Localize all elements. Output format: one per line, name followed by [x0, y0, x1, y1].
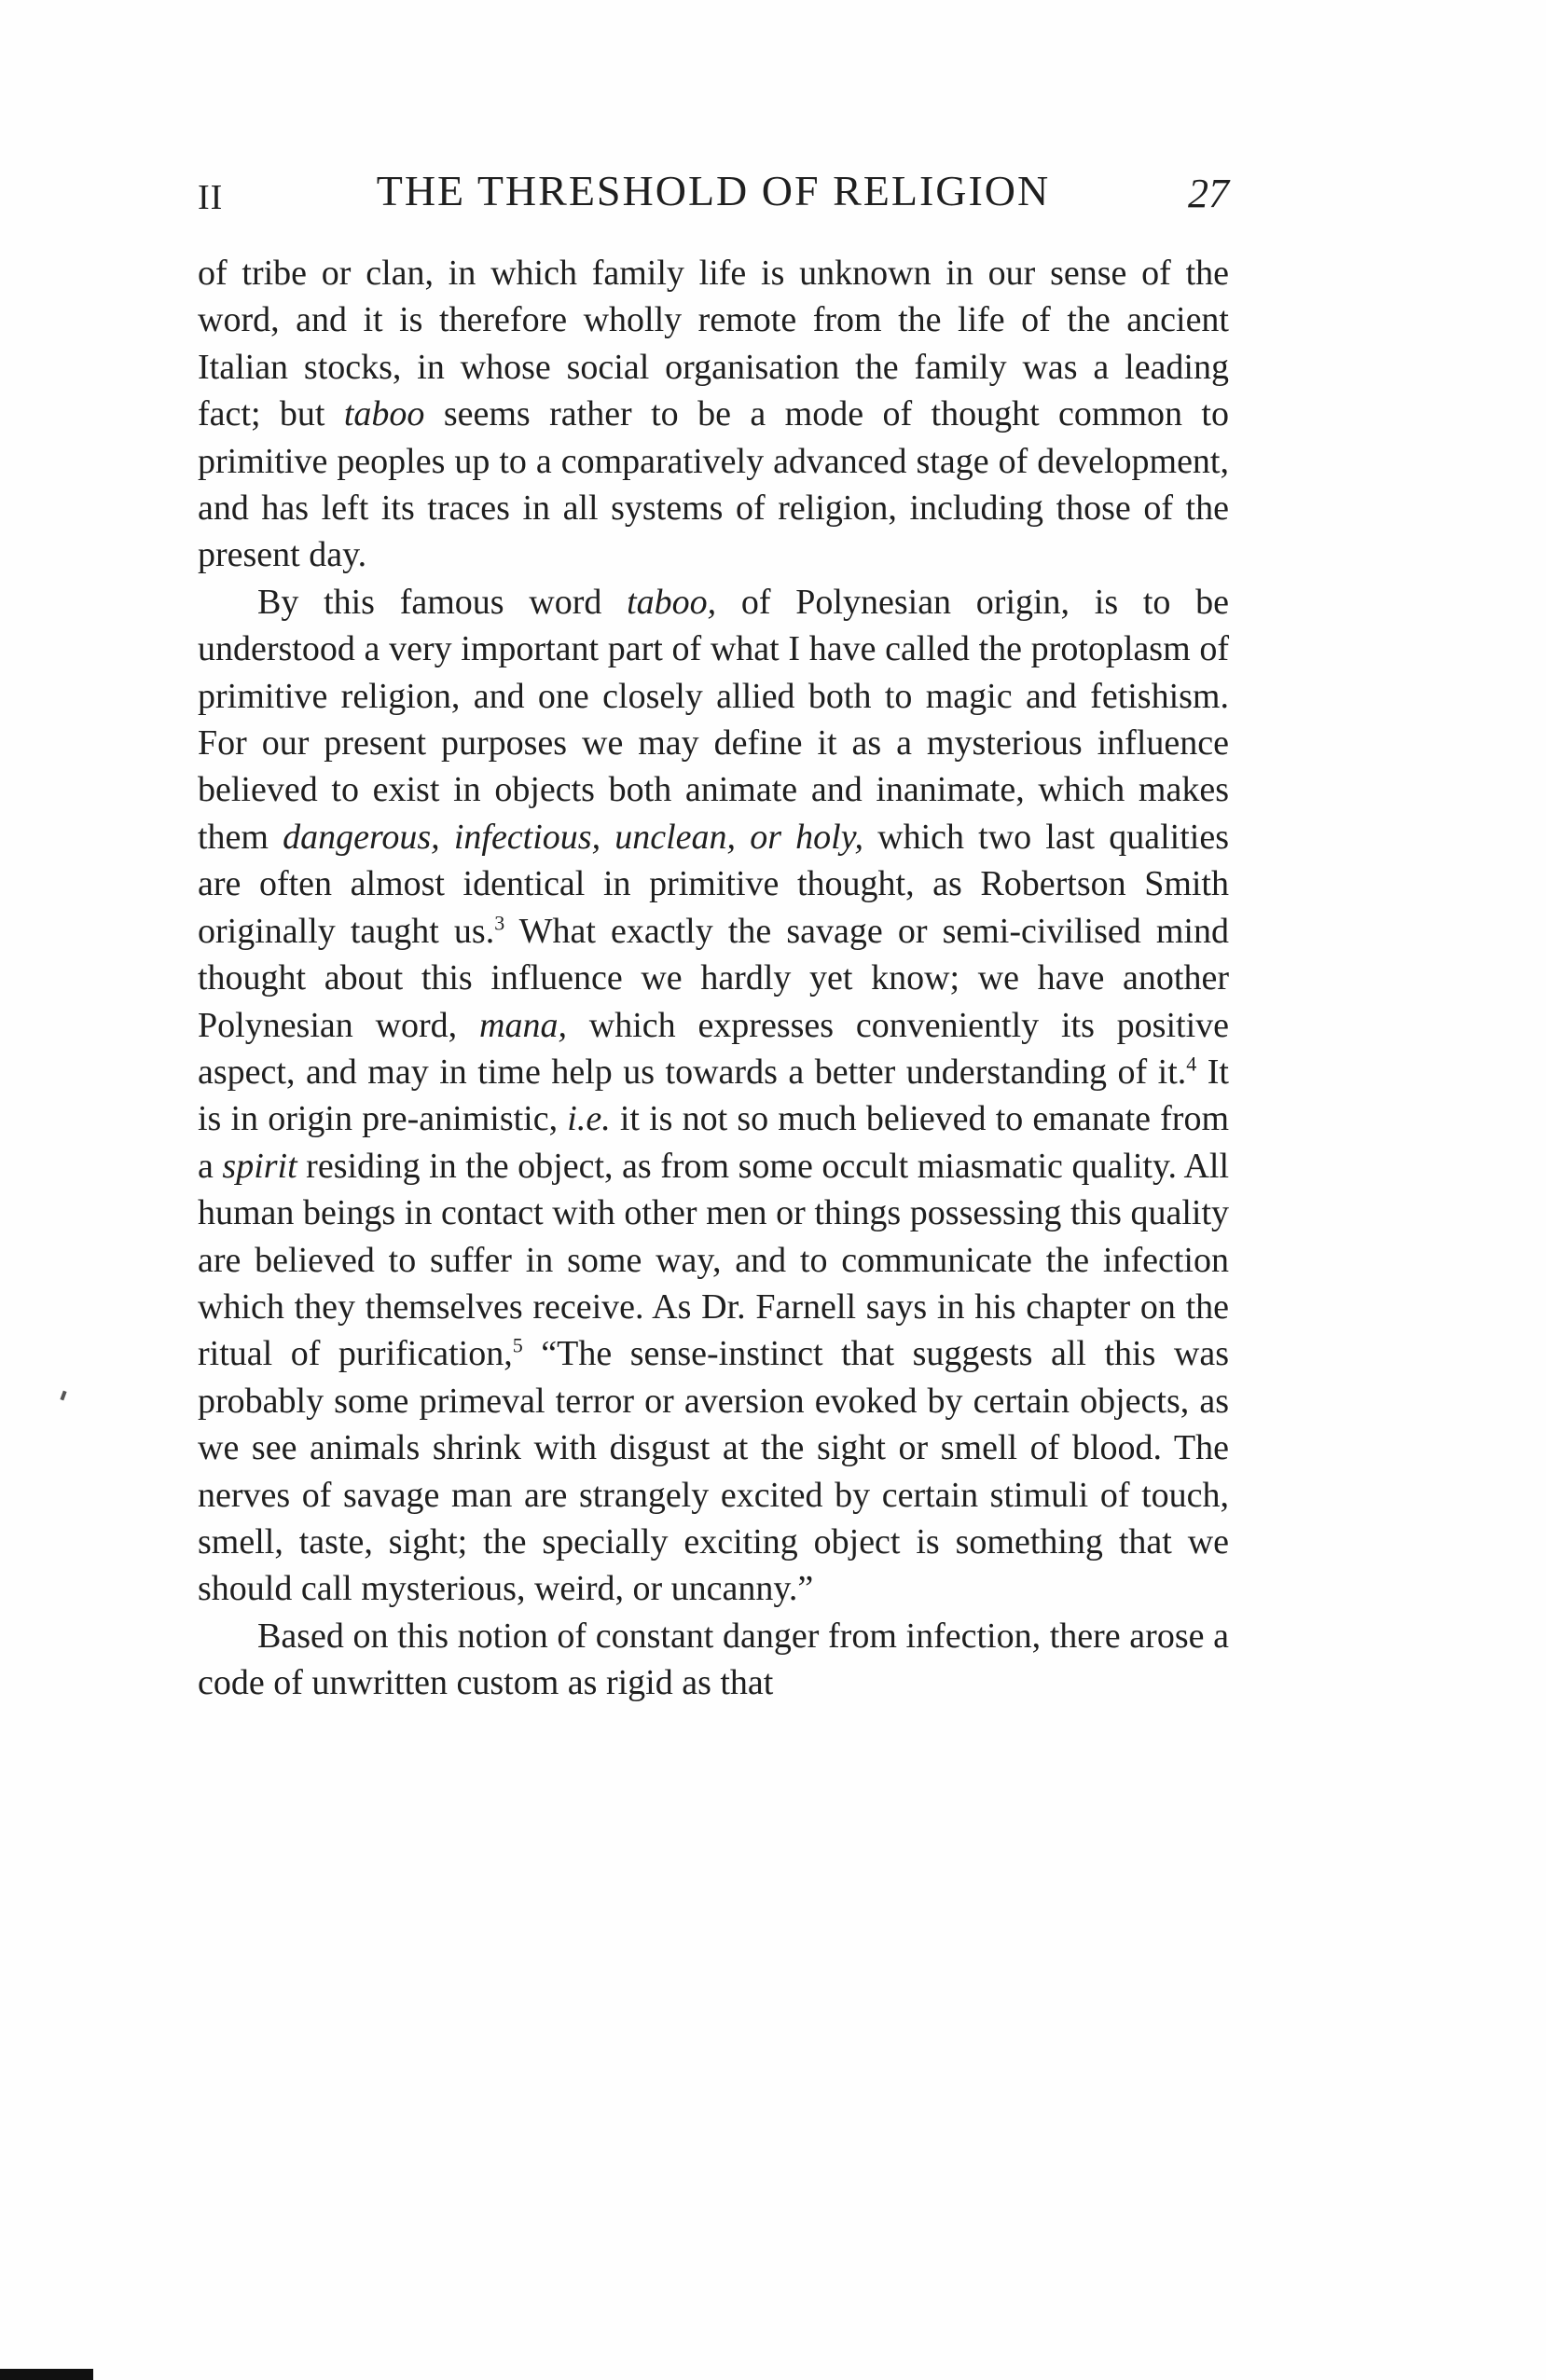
- text-run: residing in the object, as from some occult miasmatic quality. All human beings in contact with other men or things possessing this quality are believed to suffer in some way, and to communicate the infection which they themselves receive. As Dr. Farnell says in his chapter on the ritual of purification,: [198, 1146, 1229, 1374]
- paragraph-2: [198, 579, 1229, 1613]
- italic-term: i.e.: [567, 1099, 611, 1139]
- italic-term: mana,: [479, 1005, 567, 1045]
- footnote-ref-4[interactable]: 4: [1186, 1052, 1197, 1076]
- italic-term: taboo: [343, 394, 425, 434]
- text-run: It is in origin pre-animistic,: [198, 1052, 1229, 1139]
- text-run: What exactly the savage or semi-civilised mind thought about this influence we hardly yet know; we have another Polynesian word,: [198, 911, 1229, 1045]
- paragraph-3: [198, 1613, 1229, 1707]
- footnote-ref-3[interactable]: 3: [494, 911, 505, 935]
- footnote-ref-5[interactable]: 5: [512, 1333, 523, 1357]
- scan-speck: [60, 1391, 66, 1401]
- text-run: “The sense-instinct that suggests all this was probably some primeval terror or aversion evoked by certain objects, as we see animals shrink with disgust at the sight or smell of blood. The nerves of savage man are strangely excited by certain stimuli of touch, smell, taste, sight; the specially exciting object is something that we should call mysterious, weird, or uncanny.”: [198, 1334, 1230, 1609]
- text-run: seems rather to be a mode of thought common to primitive peoples up to a comparatively advanced stage of development, and has left its traces in all systems of religion, including those of the present day.: [198, 394, 1229, 575]
- page-number: 27: [1188, 171, 1229, 216]
- running-head: [198, 166, 1229, 222]
- text-run: which expresses conveniently its positive aspect, and may in time help us towards a better understanding of it.: [198, 1005, 1229, 1092]
- italic-term: taboo,: [627, 582, 717, 622]
- italic-term: holy,: [795, 817, 863, 857]
- text-run: Based on this notion of constant danger from infection, there arose a code of unwritten custom as rigid as that: [198, 1616, 1229, 1703]
- scan-edge-mark: [0, 2369, 93, 2380]
- text-run: it is not so much believed to emanate from a: [198, 1099, 1230, 1186]
- text-run: of Polynesian origin, is to be understood a very important part of what I have called the protoplasm of primitive religion, and one closely allied both to magic and fetishism. For our present purposes we may define it as a mysterious influence believed to exist in objects both animate and inanimate, which makes them: [198, 582, 1230, 857]
- text-run: of tribe or clan, in which family life is unknown in our sense of the word, and it is therefore wholly remote from the life of the ancient Italian stocks, in whose social organisation the family was a leading fact; but: [198, 254, 1229, 434]
- italic-term: dangerous, infectious, unclean,: [283, 817, 737, 857]
- text-run: By this famous word: [257, 582, 628, 622]
- body-text: [198, 250, 1229, 1707]
- italic-term: or: [736, 817, 796, 857]
- paragraph-1: [198, 250, 1229, 579]
- text-run: which two last qualities are often almost identical in primitive thought, as Robertson Smith originally taught us.: [198, 817, 1229, 951]
- chapter-number: II: [198, 178, 224, 217]
- running-title: THE THRESHOLD OF RELIGION: [376, 167, 1051, 214]
- italic-term: spirit: [222, 1146, 297, 1186]
